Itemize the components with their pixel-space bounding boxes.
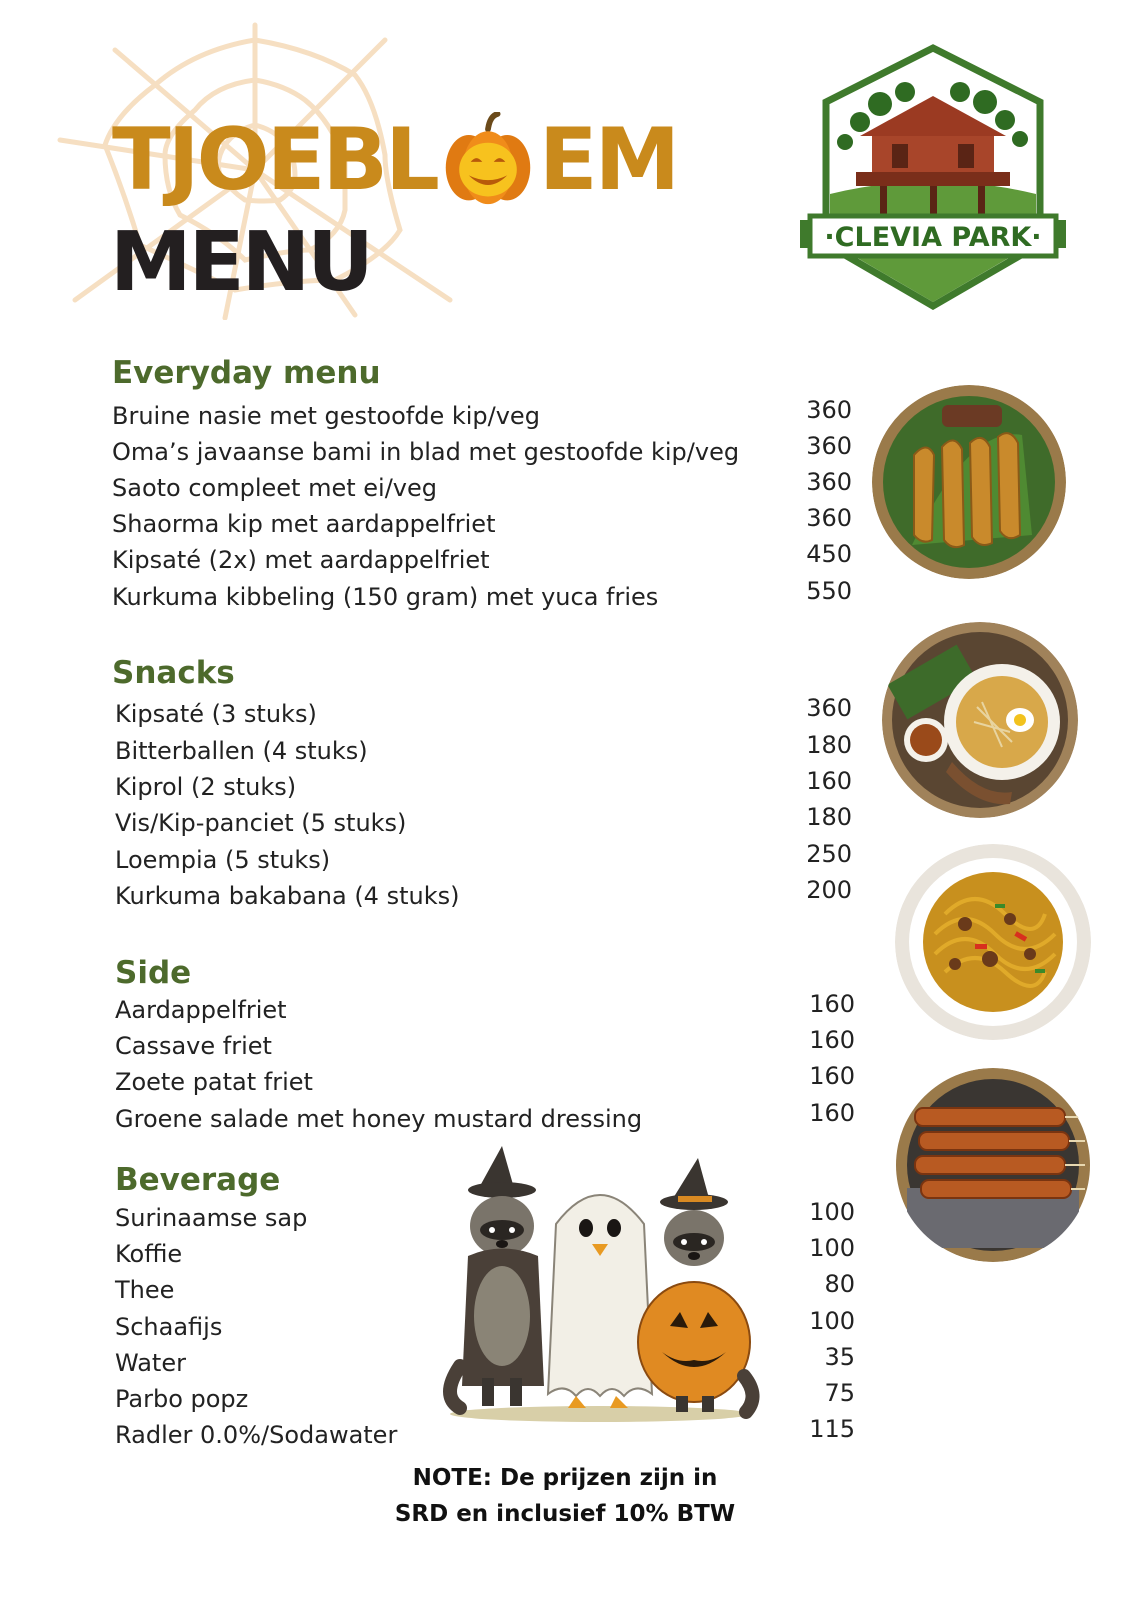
menu-item — [115, 990, 855, 1032]
item-price: 160 — [809, 1026, 855, 1054]
item-price: 360 — [806, 504, 852, 532]
item-price: 100 — [809, 1198, 855, 1226]
item-name: Bruine nasie met gestoofde kip/veg — [112, 402, 540, 430]
item-price: 160 — [806, 767, 852, 795]
section-beverage-title: Beverage — [115, 1162, 281, 1198]
item-name: Schaafijs — [115, 1313, 223, 1341]
title-part-2: EM — [538, 110, 678, 210]
item-name: Zoete patat friet — [115, 1068, 313, 1096]
item-price: 360 — [806, 396, 852, 424]
menu-item — [115, 1415, 855, 1457]
chicken-sate-photo — [895, 1068, 1091, 1262]
item-name: Bitterballen (4 stuks) — [115, 737, 368, 765]
menu-item — [115, 1099, 855, 1141]
item-price: 35 — [824, 1343, 855, 1371]
item-name: Thee — [115, 1276, 175, 1304]
menu-item — [112, 468, 852, 510]
menu-item — [115, 731, 852, 773]
item-name: Oma’s javaanse bami in blad met gestoofde kip/veg — [112, 438, 740, 466]
item-name: Parbo popz — [115, 1385, 249, 1413]
item-price: 550 — [806, 577, 852, 605]
item-name: Kurkuma kibbeling (150 gram) met yuca fries — [112, 583, 659, 611]
item-name: Cassave friet — [115, 1032, 272, 1060]
menu-item — [115, 1062, 855, 1104]
menu-item — [112, 432, 852, 474]
clevia-park-logo — [800, 44, 1066, 310]
menu-item — [115, 1026, 855, 1068]
pumpkin-icon — [439, 112, 537, 208]
item-name: Water — [115, 1349, 186, 1377]
logo-text: ·CLEVIA PARK· — [824, 222, 1042, 253]
item-price: 100 — [809, 1307, 855, 1335]
item-price: 200 — [806, 876, 852, 904]
item-price: 160 — [809, 990, 855, 1018]
item-price: 180 — [806, 731, 852, 759]
item-name: Shaorma kip met aardappelfriet — [112, 510, 496, 538]
item-price: 80 — [824, 1270, 855, 1298]
saoto-soup-photo — [882, 622, 1078, 818]
item-price: 100 — [809, 1234, 855, 1262]
menu-item — [112, 504, 852, 546]
item-name: Aardappelfriet — [115, 996, 287, 1024]
item-price: 360 — [806, 432, 852, 460]
item-name: Koffie — [115, 1240, 183, 1268]
item-name: Surinaamse sap — [115, 1204, 308, 1232]
item-name: Vis/Kip-panciet (5 stuks) — [115, 809, 407, 837]
menu-item — [115, 840, 852, 882]
item-price: 360 — [806, 468, 852, 496]
item-name: Radler 0.0%/Sodawater — [115, 1421, 398, 1449]
price-note — [360, 1460, 770, 1532]
item-price: 115 — [809, 1415, 855, 1443]
item-price: 160 — [809, 1099, 855, 1127]
menu-heading: MENU — [110, 215, 371, 310]
menu-item — [115, 694, 852, 736]
menu-item — [115, 767, 852, 809]
menu-item — [115, 803, 852, 845]
restaurant-name — [112, 112, 677, 208]
halloween-raccoons-illustration — [440, 1146, 760, 1426]
bami-noodles-photo — [895, 844, 1091, 1040]
item-name: Groene salade met honey mustard dressing — [115, 1105, 643, 1133]
item-name: Kipsaté (2x) met aardappelfriet — [112, 546, 490, 574]
item-price: 75 — [824, 1379, 855, 1407]
item-price: 160 — [809, 1062, 855, 1090]
item-price: 450 — [806, 540, 852, 568]
item-name: Kipsaté (3 stuks) — [115, 700, 317, 728]
note-line-1: NOTE: De prijzen zijn in — [412, 1465, 718, 1491]
menu-item — [112, 577, 852, 619]
note-line-2: SRD en inclusief 10% BTW — [394, 1501, 736, 1527]
fried-fish-photo — [872, 385, 1066, 579]
item-name: Saoto compleet met ei/veg — [112, 474, 437, 502]
menu-item — [112, 540, 852, 582]
section-everyday-title: Everyday menu — [112, 355, 381, 391]
item-name: Loempia (5 stuks) — [115, 846, 331, 874]
section-snacks-title: Snacks — [112, 655, 235, 691]
section-side-title: Side — [115, 955, 192, 991]
menu-item — [115, 876, 852, 918]
menu-item — [112, 396, 852, 438]
item-price: 250 — [806, 840, 852, 868]
item-name: Kiprol (2 stuks) — [115, 773, 297, 801]
item-name: Kurkuma bakabana (4 stuks) — [115, 882, 460, 910]
item-price: 180 — [806, 803, 852, 831]
item-price: 360 — [806, 694, 852, 722]
title-part-1: TJOEBL — [112, 110, 437, 210]
